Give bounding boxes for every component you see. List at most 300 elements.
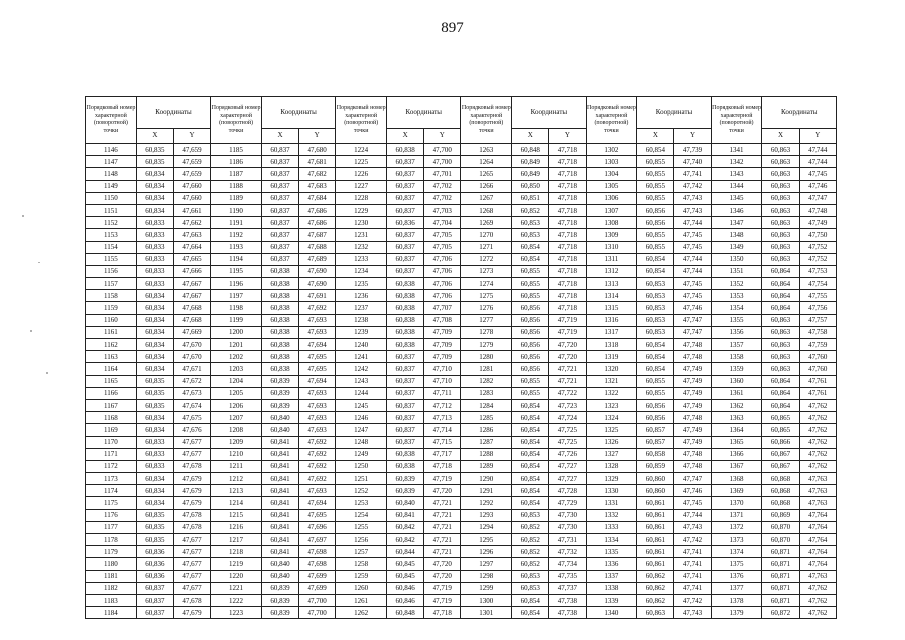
point-number-cell: 1314 — [586, 290, 637, 302]
point-number-cell: 1162 — [86, 339, 137, 351]
y-coordinate-cell: 47,718 — [549, 265, 586, 277]
point-number-cell: 1189 — [211, 192, 262, 204]
y-coordinate-cell: 47,719 — [424, 582, 461, 594]
x-coordinate-cell: 60,833 — [136, 253, 173, 265]
point-number-cell: 1318 — [586, 339, 637, 351]
x-coordinate-cell: 60,854 — [637, 363, 674, 375]
x-coordinate-cell: 60,840 — [261, 412, 298, 424]
y-coordinate-cell: 47,701 — [424, 168, 461, 180]
x-coordinate-cell: 60,871 — [762, 582, 799, 594]
y-coordinate-cell: 47,678 — [173, 460, 210, 472]
point-number-cell: 1148 — [86, 168, 137, 180]
point-number-cell: 1309 — [586, 229, 637, 241]
x-coordinate-cell: 60,834 — [136, 473, 173, 485]
x-coordinate-cell: 60,837 — [387, 351, 424, 363]
point-number-cell: 1158 — [86, 290, 137, 302]
x-coordinate-cell: 60,863 — [762, 217, 799, 229]
point-number-cell: 1177 — [86, 521, 137, 533]
point-number-cell: 1251 — [336, 473, 387, 485]
y-coordinate-cell: 47,712 — [424, 399, 461, 411]
point-number-cell: 1265 — [461, 168, 512, 180]
point-number-cell: 1154 — [86, 241, 137, 253]
y-coordinate-cell: 47,727 — [549, 473, 586, 485]
point-number-cell: 1238 — [336, 314, 387, 326]
y-coordinate-cell: 47,718 — [549, 204, 586, 216]
x-coordinate-cell: 60,837 — [387, 204, 424, 216]
y-coordinate-cell: 47,695 — [299, 351, 336, 363]
y-coordinate-cell: 47,688 — [299, 241, 336, 253]
y-coordinate-cell: 47,753 — [799, 265, 836, 277]
x-coordinate-cell: 60,863 — [762, 314, 799, 326]
y-coordinate-cell: 47,718 — [549, 241, 586, 253]
x-coordinate-cell: 60,853 — [512, 570, 549, 582]
point-number-cell: 1193 — [211, 241, 262, 253]
x-coordinate-cell: 60,841 — [261, 485, 298, 497]
table-row — [86, 509, 837, 521]
x-header: X — [762, 129, 799, 144]
point-number-cell: 1311 — [586, 253, 637, 265]
y-coordinate-cell: 47,668 — [173, 302, 210, 314]
y-coordinate-cell: 47,706 — [424, 278, 461, 290]
x-coordinate-cell: 60,848 — [387, 607, 424, 619]
x-coordinate-cell: 60,841 — [261, 460, 298, 472]
point-number-cell: 1277 — [461, 314, 512, 326]
y-coordinate-cell: 47,745 — [674, 290, 711, 302]
y-coordinate-cell: 47,677 — [173, 570, 210, 582]
x-coordinate-cell: 60,850 — [512, 180, 549, 192]
x-header: X — [136, 129, 173, 144]
x-coordinate-cell: 60,838 — [261, 265, 298, 277]
point-number-cell: 1267 — [461, 192, 512, 204]
x-coordinate-cell: 60,852 — [512, 534, 549, 546]
x-coordinate-cell: 60,861 — [637, 521, 674, 533]
point-number-cell: 1169 — [86, 424, 137, 436]
point-number-cell: 1286 — [461, 424, 512, 436]
y-coordinate-cell: 47,749 — [799, 217, 836, 229]
y-coordinate-cell: 47,693 — [299, 387, 336, 399]
y-coordinate-cell: 47,741 — [674, 546, 711, 558]
table-row — [86, 460, 837, 472]
y-coordinate-cell: 47,759 — [799, 339, 836, 351]
y-coordinate-cell: 47,721 — [549, 363, 586, 375]
y-coordinate-cell: 47,660 — [173, 192, 210, 204]
x-coordinate-cell: 60,860 — [637, 485, 674, 497]
x-coordinate-cell: 60,856 — [637, 217, 674, 229]
y-coordinate-cell: 47,749 — [674, 424, 711, 436]
table-row — [86, 180, 837, 192]
x-coordinate-cell: 60,834 — [136, 339, 173, 351]
y-coordinate-cell: 47,762 — [799, 399, 836, 411]
table-row — [86, 314, 837, 326]
point-number-cell: 1319 — [586, 351, 637, 363]
point-number-cell: 1159 — [86, 302, 137, 314]
point-number-cell: 1359 — [711, 363, 762, 375]
x-coordinate-cell: 60,854 — [512, 473, 549, 485]
y-coordinate-cell: 47,661 — [173, 204, 210, 216]
y-coordinate-cell: 47,694 — [299, 497, 336, 509]
y-coordinate-cell: 47,762 — [799, 460, 836, 472]
x-coordinate-cell: 60,863 — [762, 351, 799, 363]
x-coordinate-cell: 60,849 — [512, 168, 549, 180]
x-coordinate-cell: 60,841 — [261, 497, 298, 509]
point-number-cell: 1254 — [336, 509, 387, 521]
x-coordinate-cell: 60,854 — [512, 436, 549, 448]
y-coordinate-cell: 47,709 — [424, 339, 461, 351]
point-number-cell: 1252 — [336, 485, 387, 497]
point-number-cell: 1331 — [586, 497, 637, 509]
x-coordinate-cell: 60,842 — [387, 521, 424, 533]
y-coordinate-cell: 47,668 — [173, 314, 210, 326]
y-coordinate-cell: 47,743 — [674, 192, 711, 204]
x-header: X — [261, 129, 298, 144]
point-number-cell: 1201 — [211, 339, 262, 351]
point-number-cell: 1203 — [211, 363, 262, 375]
point-number-cell: 1204 — [211, 375, 262, 387]
y-coordinate-cell: 47,696 — [299, 521, 336, 533]
point-number-cell: 1293 — [461, 509, 512, 521]
point-number-cell: 1292 — [461, 497, 512, 509]
x-coordinate-cell: 60,861 — [637, 558, 674, 570]
point-number-cell: 1379 — [711, 607, 762, 619]
x-coordinate-cell: 60,863 — [762, 180, 799, 192]
x-coordinate-cell: 60,871 — [762, 570, 799, 582]
x-coordinate-cell: 60,838 — [387, 326, 424, 338]
x-coordinate-cell: 60,846 — [387, 594, 424, 606]
point-number-cell: 1147 — [86, 156, 137, 168]
y-coordinate-cell: 47,763 — [799, 570, 836, 582]
y-coordinate-cell: 47,659 — [173, 144, 210, 156]
x-coordinate-cell: 60,833 — [136, 229, 173, 241]
coordinates-header: Координаты — [762, 97, 837, 129]
point-number-cell: 1280 — [461, 351, 512, 363]
point-number-cell: 1211 — [211, 460, 262, 472]
x-coordinate-cell: 60,857 — [637, 436, 674, 448]
point-number-cell: 1375 — [711, 558, 762, 570]
y-coordinate-cell: 47,705 — [424, 241, 461, 253]
point-number-cell: 1262 — [336, 607, 387, 619]
x-coordinate-cell: 60,864 — [762, 290, 799, 302]
table-row — [86, 363, 837, 375]
point-number-cell: 1360 — [711, 375, 762, 387]
point-number-cell: 1190 — [211, 204, 262, 216]
x-coordinate-cell: 60,854 — [512, 607, 549, 619]
point-number-cell: 1352 — [711, 278, 762, 290]
y-coordinate-cell: 47,720 — [549, 351, 586, 363]
x-coordinate-cell: 60,836 — [136, 546, 173, 558]
y-coordinate-cell: 47,710 — [424, 363, 461, 375]
x-coordinate-cell: 60,839 — [261, 399, 298, 411]
y-coordinate-cell: 47,744 — [674, 265, 711, 277]
y-coordinate-cell: 47,681 — [299, 156, 336, 168]
y-coordinate-cell: 47,670 — [173, 351, 210, 363]
point-number-cell: 1174 — [86, 485, 137, 497]
point-number-cell: 1266 — [461, 180, 512, 192]
point-number-cell: 1225 — [336, 156, 387, 168]
y-coordinate-cell: 47,719 — [424, 594, 461, 606]
point-number-cell: 1170 — [86, 436, 137, 448]
point-number-cell: 1269 — [461, 217, 512, 229]
x-coordinate-cell: 60,837 — [387, 436, 424, 448]
y-coordinate-cell: 47,718 — [549, 302, 586, 314]
y-coordinate-cell: 47,744 — [799, 144, 836, 156]
x-coordinate-cell: 60,834 — [136, 302, 173, 314]
y-coordinate-cell: 47,698 — [299, 558, 336, 570]
y-coordinate-cell: 47,721 — [424, 509, 461, 521]
y-coordinate-cell: 47,730 — [549, 521, 586, 533]
point-number-cell: 1372 — [711, 521, 762, 533]
y-coordinate-cell: 47,755 — [799, 290, 836, 302]
y-coordinate-cell: 47,735 — [549, 570, 586, 582]
y-coordinate-cell: 47,677 — [173, 546, 210, 558]
point-number-cell: 1330 — [586, 485, 637, 497]
y-coordinate-cell: 47,714 — [424, 424, 461, 436]
coordinates-header: Координаты — [512, 97, 586, 129]
y-coordinate-cell: 47,744 — [674, 217, 711, 229]
point-number-cell: 1271 — [461, 241, 512, 253]
table-row — [86, 534, 837, 546]
y-coordinate-cell: 47,762 — [799, 448, 836, 460]
x-coordinate-cell: 60,853 — [637, 314, 674, 326]
point-number-cell: 1336 — [586, 558, 637, 570]
y-header: Y — [799, 129, 836, 144]
y-coordinate-cell: 47,709 — [424, 326, 461, 338]
point-number-cell: 1342 — [711, 156, 762, 168]
point-number-cell: 1253 — [336, 497, 387, 509]
y-coordinate-cell: 47,752 — [799, 241, 836, 253]
point-number-cell: 1365 — [711, 436, 762, 448]
y-header: Y — [549, 129, 586, 144]
y-coordinate-cell: 47,763 — [799, 497, 836, 509]
point-number-cell: 1357 — [711, 339, 762, 351]
point-number-cell: 1200 — [211, 326, 262, 338]
coordinates-table — [85, 96, 837, 619]
x-coordinate-cell: 60,848 — [512, 144, 549, 156]
point-number-cell: 1186 — [211, 156, 262, 168]
point-number-cell: 1308 — [586, 217, 637, 229]
point-number-cell: 1341 — [711, 144, 762, 156]
point-number-cell: 1227 — [336, 180, 387, 192]
table-row — [86, 546, 837, 558]
x-coordinate-cell: 60,863 — [762, 241, 799, 253]
x-coordinate-cell: 60,837 — [261, 180, 298, 192]
y-coordinate-cell: 47,671 — [173, 363, 210, 375]
y-coordinate-cell: 47,673 — [173, 387, 210, 399]
y-coordinate-cell: 47,746 — [799, 180, 836, 192]
table-row — [86, 156, 837, 168]
y-coordinate-cell: 47,702 — [424, 180, 461, 192]
point-number-header: Порядковый номер характерной (поворотной) точки — [461, 97, 512, 144]
x-coordinate-cell: 60,858 — [637, 448, 674, 460]
table-row — [86, 217, 837, 229]
page-number: 897 — [441, 20, 464, 36]
y-coordinate-cell: 47,663 — [173, 229, 210, 241]
y-coordinate-cell: 47,720 — [549, 339, 586, 351]
table-row — [86, 290, 837, 302]
x-coordinate-cell: 60,834 — [136, 351, 173, 363]
point-number-cell: 1236 — [336, 290, 387, 302]
table-row — [86, 485, 837, 497]
y-coordinate-cell: 47,719 — [549, 326, 586, 338]
point-number-cell: 1165 — [86, 375, 137, 387]
point-number-cell: 1155 — [86, 253, 137, 265]
y-coordinate-cell: 47,747 — [674, 473, 711, 485]
table-row — [86, 424, 837, 436]
y-coordinate-cell: 47,748 — [674, 412, 711, 424]
point-number-cell: 1257 — [336, 546, 387, 558]
x-coordinate-cell: 60,838 — [387, 278, 424, 290]
x-coordinate-cell: 60,837 — [261, 144, 298, 156]
y-coordinate-cell: 47,749 — [674, 387, 711, 399]
y-coordinate-cell: 47,700 — [424, 144, 461, 156]
point-number-cell: 1208 — [211, 424, 262, 436]
y-coordinate-cell: 47,764 — [799, 534, 836, 546]
y-coordinate-cell: 47,682 — [299, 168, 336, 180]
x-coordinate-cell: 60,838 — [261, 302, 298, 314]
point-number-cell: 1302 — [586, 144, 637, 156]
y-coordinate-cell: 47,757 — [799, 314, 836, 326]
point-number-cell: 1320 — [586, 363, 637, 375]
point-number-cell: 1303 — [586, 156, 637, 168]
point-number-cell: 1299 — [461, 582, 512, 594]
x-coordinate-cell: 60,867 — [762, 460, 799, 472]
y-coordinate-cell: 47,706 — [424, 265, 461, 277]
y-coordinate-cell: 47,660 — [173, 180, 210, 192]
table-row — [86, 448, 837, 460]
x-coordinate-cell: 60,857 — [637, 424, 674, 436]
table-row — [86, 607, 837, 619]
x-coordinate-cell: 60,855 — [512, 265, 549, 277]
y-coordinate-cell: 47,678 — [173, 521, 210, 533]
x-coordinate-cell: 60,836 — [136, 558, 173, 570]
x-coordinate-cell: 60,836 — [387, 217, 424, 229]
point-number-cell: 1179 — [86, 546, 137, 558]
point-number-cell: 1230 — [336, 217, 387, 229]
x-coordinate-cell: 60,837 — [261, 241, 298, 253]
x-coordinate-cell: 60,855 — [637, 229, 674, 241]
point-number-cell: 1297 — [461, 558, 512, 570]
y-coordinate-cell: 47,683 — [299, 180, 336, 192]
point-number-cell: 1192 — [211, 229, 262, 241]
y-coordinate-cell: 47,745 — [799, 168, 836, 180]
scan-speck — [46, 372, 48, 374]
point-number-cell: 1313 — [586, 278, 637, 290]
point-number-cell: 1361 — [711, 387, 762, 399]
table-row — [86, 582, 837, 594]
y-coordinate-cell: 47,741 — [674, 168, 711, 180]
point-number-cell: 1171 — [86, 448, 137, 460]
point-number-cell: 1188 — [211, 180, 262, 192]
y-coordinate-cell: 47,744 — [674, 253, 711, 265]
point-number-cell: 1328 — [586, 460, 637, 472]
point-number-cell: 1377 — [711, 582, 762, 594]
point-number-cell: 1335 — [586, 546, 637, 558]
point-number-header: Порядковый номер характерной (поворотной) точки — [711, 97, 762, 144]
y-coordinate-cell: 47,730 — [549, 509, 586, 521]
x-coordinate-cell: 60,853 — [512, 509, 549, 521]
y-coordinate-cell: 47,748 — [674, 448, 711, 460]
x-coordinate-cell: 60,833 — [136, 241, 173, 253]
y-coordinate-cell: 47,762 — [799, 582, 836, 594]
point-number-cell: 1181 — [86, 570, 137, 582]
x-coordinate-cell: 60,835 — [136, 156, 173, 168]
x-coordinate-cell: 60,838 — [261, 326, 298, 338]
point-number-cell: 1212 — [211, 473, 262, 485]
point-number-cell: 1206 — [211, 399, 262, 411]
x-coordinate-cell: 60,855 — [637, 375, 674, 387]
x-coordinate-cell: 60,852 — [512, 546, 549, 558]
y-coordinate-cell: 47,760 — [799, 351, 836, 363]
y-coordinate-cell: 47,745 — [674, 241, 711, 253]
x-coordinate-cell: 60,854 — [512, 241, 549, 253]
y-coordinate-cell: 47,761 — [799, 375, 836, 387]
y-coordinate-cell: 47,752 — [799, 253, 836, 265]
point-number-cell: 1291 — [461, 485, 512, 497]
x-coordinate-cell: 60,837 — [387, 265, 424, 277]
x-coordinate-cell: 60,854 — [512, 448, 549, 460]
y-coordinate-cell: 47,764 — [799, 521, 836, 533]
point-number-cell: 1374 — [711, 546, 762, 558]
y-coordinate-cell: 47,718 — [549, 156, 586, 168]
y-coordinate-cell: 47,693 — [299, 424, 336, 436]
point-number-cell: 1366 — [711, 448, 762, 460]
point-number-cell: 1195 — [211, 265, 262, 277]
x-coordinate-cell: 60,841 — [261, 473, 298, 485]
x-coordinate-cell: 60,856 — [512, 326, 549, 338]
y-coordinate-cell: 47,666 — [173, 265, 210, 277]
y-coordinate-cell: 47,734 — [549, 558, 586, 570]
x-coordinate-cell: 60,833 — [136, 265, 173, 277]
y-coordinate-cell: 47,720 — [424, 558, 461, 570]
point-number-cell: 1245 — [336, 399, 387, 411]
x-coordinate-cell: 60,837 — [387, 156, 424, 168]
y-coordinate-cell: 47,747 — [674, 314, 711, 326]
x-coordinate-cell: 60,839 — [387, 485, 424, 497]
y-coordinate-cell: 47,679 — [173, 607, 210, 619]
y-coordinate-cell: 47,675 — [173, 412, 210, 424]
point-number-cell: 1182 — [86, 582, 137, 594]
y-header: Y — [299, 129, 336, 144]
y-coordinate-cell: 47,669 — [173, 326, 210, 338]
y-coordinate-cell: 47,763 — [799, 473, 836, 485]
table-row — [86, 570, 837, 582]
x-coordinate-cell: 60,872 — [762, 607, 799, 619]
table-row — [86, 144, 837, 156]
x-coordinate-cell: 60,834 — [136, 326, 173, 338]
point-number-cell: 1234 — [336, 265, 387, 277]
point-number-cell: 1373 — [711, 534, 762, 546]
y-coordinate-cell: 47,758 — [799, 326, 836, 338]
y-coordinate-cell: 47,698 — [299, 546, 336, 558]
scan-speck — [38, 262, 40, 263]
y-coordinate-cell: 47,743 — [674, 204, 711, 216]
x-coordinate-cell: 60,863 — [762, 168, 799, 180]
y-coordinate-cell: 47,695 — [299, 509, 336, 521]
y-coordinate-cell: 47,740 — [674, 156, 711, 168]
y-coordinate-cell: 47,764 — [799, 558, 836, 570]
y-coordinate-cell: 47,762 — [799, 424, 836, 436]
y-coordinate-cell: 47,742 — [674, 180, 711, 192]
x-coordinate-cell: 60,845 — [387, 570, 424, 582]
y-coordinate-cell: 47,677 — [173, 582, 210, 594]
x-coordinate-cell: 60,854 — [637, 351, 674, 363]
point-number-cell: 1301 — [461, 607, 512, 619]
point-number-cell: 1307 — [586, 204, 637, 216]
y-coordinate-cell: 47,699 — [299, 570, 336, 582]
point-number-cell: 1243 — [336, 375, 387, 387]
y-coordinate-cell: 47,718 — [424, 607, 461, 619]
x-coordinate-cell: 60,840 — [387, 497, 424, 509]
y-coordinate-cell: 47,721 — [424, 546, 461, 558]
